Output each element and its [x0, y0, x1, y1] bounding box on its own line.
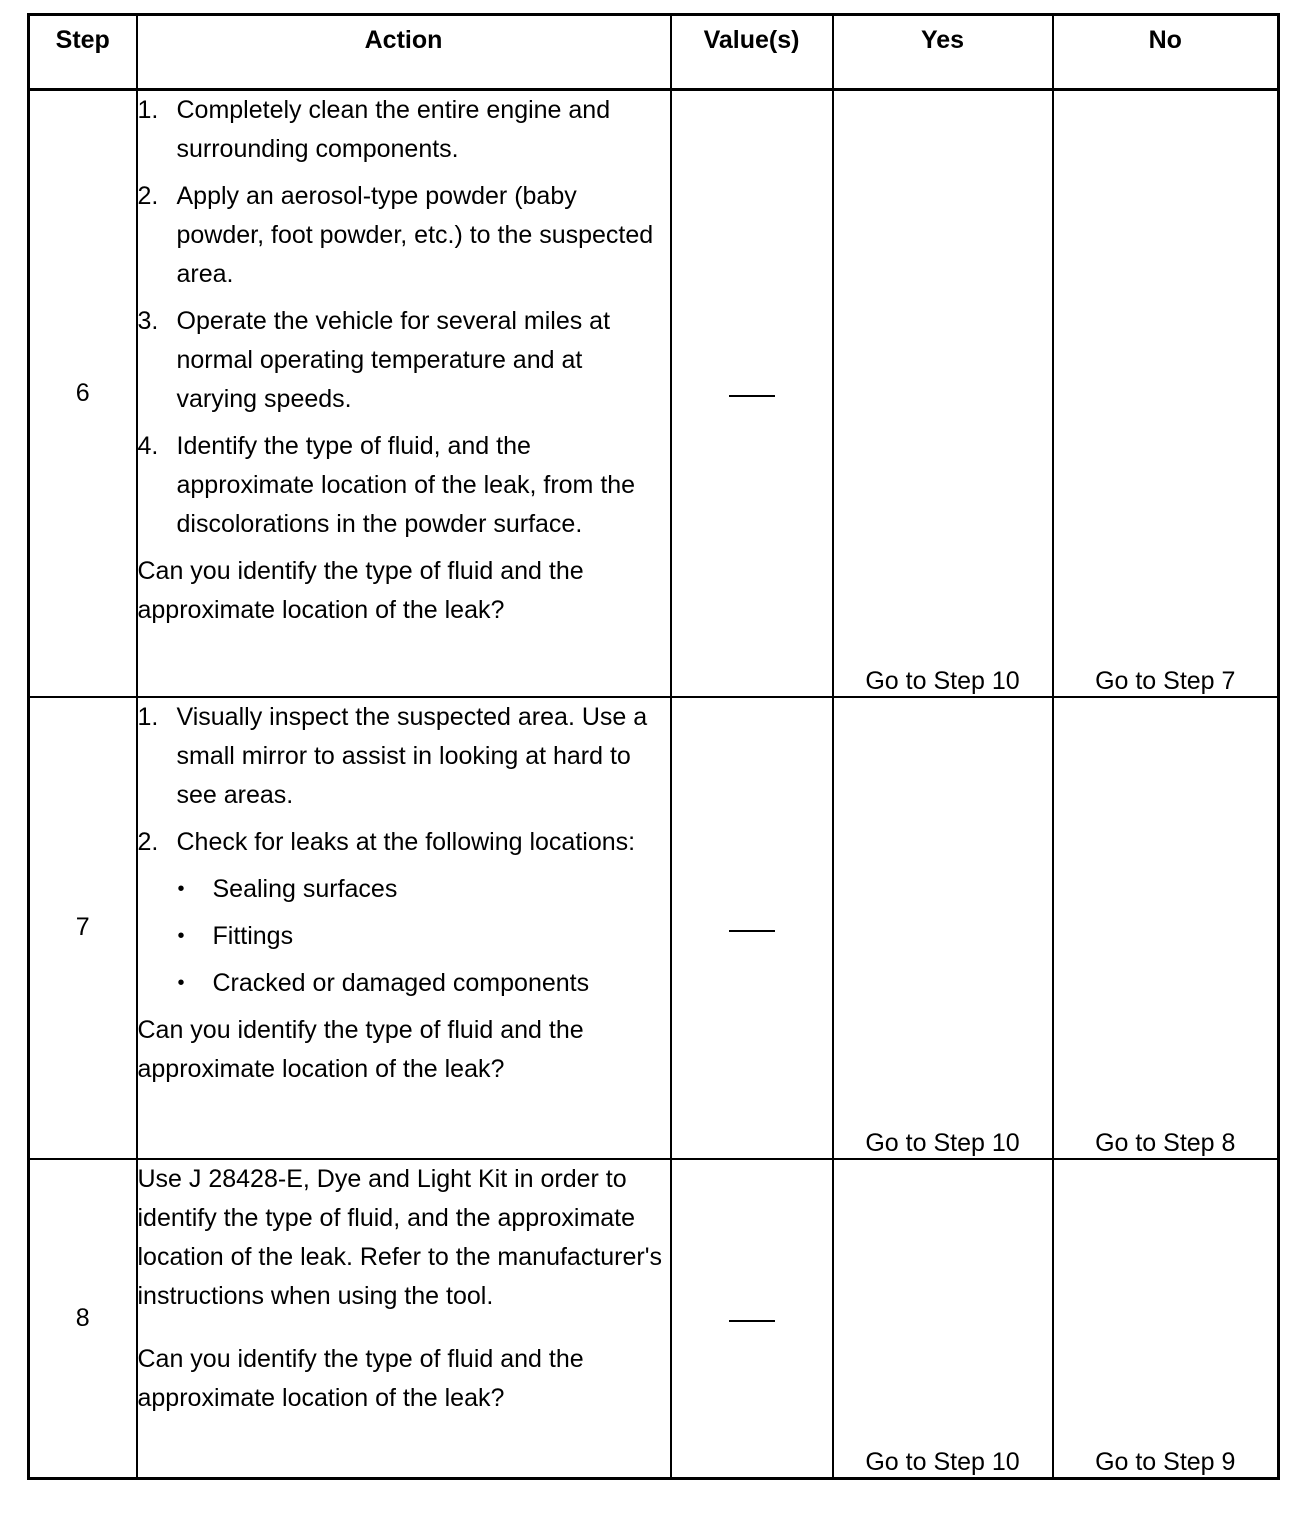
action-cell	[137, 90, 671, 697]
em-dash	[729, 1320, 775, 1322]
action-question: Can you identify the type of fluid and the approximate location of the leak?	[137, 557, 584, 624]
no-result: Go to Step 7	[1053, 90, 1279, 697]
bullet-icon: •	[177, 877, 185, 900]
bullet-item: • Cracked or damaged components	[138, 964, 670, 1003]
action-step: 1. Completely clean the entire engine and surrounding components.	[137, 96, 611, 163]
bullet-item: • Sealing surfaces	[138, 870, 670, 909]
action-step: 4. Identify the type of fluid, and the approximate location of the leak, from the discolorations in the powder surface.	[137, 432, 636, 538]
yes-result: Go to Step 10	[833, 90, 1053, 697]
step-number: 8	[29, 1159, 137, 1479]
action-step: 2. Check for leaks at the following locations:	[137, 827, 636, 856]
table-row-step-6	[29, 90, 1279, 697]
bullet-icon: •	[177, 924, 185, 947]
action-steps-list	[138, 91, 670, 544]
yes-result: Go to Step 10	[833, 1159, 1053, 1479]
action-step: 2. Apply an aerosol-type powder (baby powder, foot powder, etc.) to the suspected area.	[137, 182, 654, 288]
header-action: Action	[137, 15, 671, 90]
header-row	[29, 15, 1279, 90]
action-step: 3. Operate the vehicle for several miles at normal operating temperature and at varying speeds.	[137, 307, 611, 413]
yes-result: Go to Step 10	[833, 697, 1053, 1159]
step-number: 6	[29, 90, 137, 697]
no-result: Go to Step 8	[1053, 697, 1279, 1159]
step-number: 7	[29, 697, 137, 1159]
table-row-step-7	[29, 697, 1279, 1159]
bullet-item: • Fittings	[138, 917, 670, 956]
em-dash	[729, 930, 775, 932]
action-cell	[137, 1159, 671, 1479]
value-cell	[671, 697, 833, 1159]
action-step: 1. Visually inspect the suspected area. Use a small mirror to assist in looking at hard to see areas.	[137, 702, 648, 809]
location-bullet-list	[138, 870, 670, 1003]
header-step: Step	[29, 15, 137, 90]
no-result: Go to Step 9	[1053, 1159, 1279, 1479]
value-cell	[671, 90, 833, 697]
action-question: Can you identify the type of fluid and the approximate location of the leak?	[137, 1344, 584, 1412]
action-text: Use J 28428-E, Dye and Light Kit in order to identify the type of fluid, and the approximate location of the leak. Refer to the manufacturer's instructions when using the tool.	[137, 1164, 662, 1310]
action-steps-list	[138, 698, 670, 862]
diagnostic-table	[27, 13, 1280, 1480]
table-row-step-8	[29, 1159, 1279, 1479]
header-yes: Yes	[833, 15, 1053, 90]
value-cell	[671, 1159, 833, 1479]
bullet-icon: •	[177, 971, 185, 994]
action-cell	[137, 697, 671, 1159]
action-question: Can you identify the type of fluid and the approximate location of the leak?	[137, 1015, 584, 1083]
header-no: No	[1053, 15, 1279, 90]
em-dash	[729, 395, 775, 397]
header-values: Value(s)	[671, 15, 833, 90]
